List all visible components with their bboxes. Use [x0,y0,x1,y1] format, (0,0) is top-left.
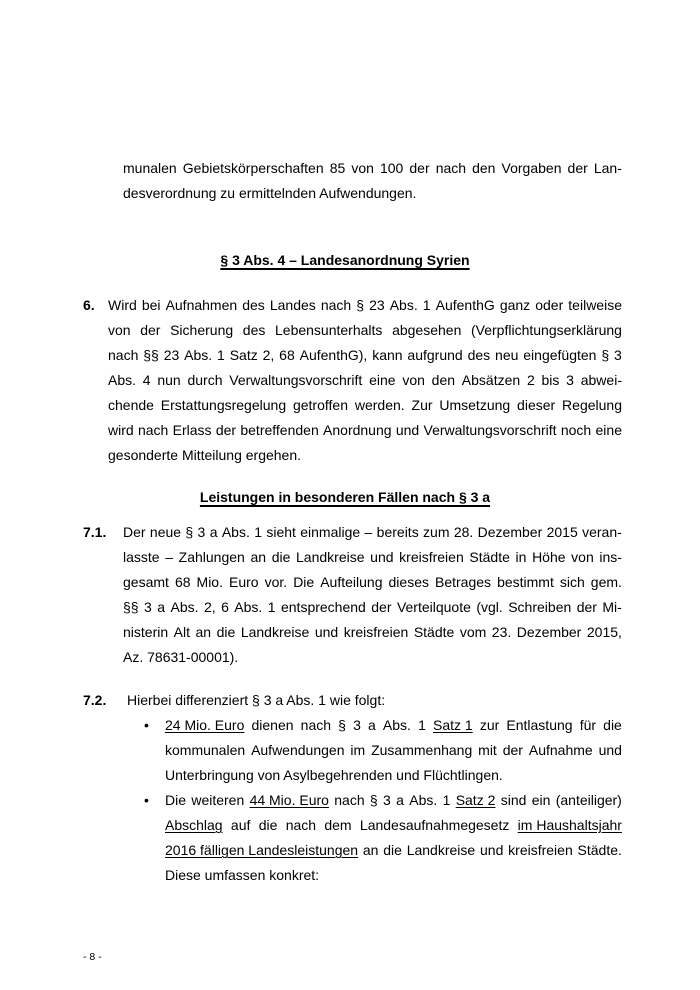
word: 2015 [546,524,578,540]
word: auf [230,817,251,833]
word: sind [500,792,527,808]
word: zum [423,524,450,540]
word: Abs. [221,524,250,540]
text-line [165,713,622,738]
word: dieser [517,397,556,413]
word: nun [157,372,181,388]
word: an [195,624,212,640]
word: 4 [142,372,151,388]
word: a [157,599,166,615]
word: nach [435,160,467,176]
paragraph-7-1-number: 7.1. [83,524,107,540]
word: (anteiliger) [555,792,622,808]
word: entsprechend [280,599,366,615]
word: Abs. [108,372,137,388]
word: Gebietskörperschaften [182,160,324,176]
word: und [370,549,394,565]
word: der [409,160,430,176]
word: Anordnung [323,422,392,438]
word: von [108,322,131,338]
word: Dezember [516,624,582,640]
word: § [338,717,346,733]
word: 23. [491,624,512,640]
word: §§ [123,599,139,615]
word: 23 [163,347,180,363]
word: 28. [453,524,474,540]
word: sich [559,574,585,590]
word: 68 [174,574,191,590]
text-line [123,620,622,645]
word: eine [369,372,396,388]
word: 2015, [586,624,622,640]
text-line [108,293,622,318]
word: 3 [197,524,206,540]
word: AufenthG [435,297,495,313]
word: gesamt [123,574,169,590]
word: – [364,524,373,540]
word: (Verpflichtungserklärung [471,322,622,338]
word: Schreiben [508,599,572,615]
word: gem. [590,574,622,590]
word: 3 [144,599,152,615]
word: die [271,549,291,565]
word: a [396,792,404,808]
word: und [480,842,504,858]
word: 1 [422,297,431,313]
word: Zahlungen [178,549,245,565]
text-segment: Unterbringung von Asylbegehrenden und Flüchtlingen. [165,767,503,783]
underlined-text: 24 Mio. Euro [165,717,245,733]
text-line [108,318,622,343]
bullet-2-body [165,788,622,888]
word: der [371,599,392,615]
underlined-text: Satz 2 [455,792,496,808]
paragraph-7-1-body [123,520,622,670]
text-segment: desverordnung zu ermittelnden Aufwendungen. [123,185,417,201]
word: 2 [526,372,535,388]
word: Mi- [602,599,622,615]
word: Alt [173,624,190,640]
word: Entlastung [506,717,573,733]
word: 2, [262,347,275,363]
word: § [356,297,365,313]
word: nach [285,817,317,833]
word: Landkreise [406,842,476,858]
word: a [209,524,218,540]
word: Landkreise [240,624,310,640]
word: 3 [614,347,622,363]
word: Verteilquote [396,599,471,615]
underlined-text: 44 Mio. Euro [249,792,329,808]
word: 1 [217,347,225,363]
bullet-icon: • [144,717,149,733]
word: neu [495,347,519,363]
word: 1 [254,524,262,540]
word: Abs. [382,717,411,733]
underlined-text: im Haushaltsjahr [517,817,622,833]
word: in [515,549,527,565]
word: Euro [229,574,259,590]
word: Abs. [234,599,263,615]
page-number: - 8 - [83,951,102,963]
word: sieht [266,524,296,540]
word: 23 [369,297,385,313]
word: 1 [442,792,451,808]
word: Lan- [593,160,622,176]
word: ein [531,792,551,808]
word: der [502,742,523,758]
word: Sicherung [170,322,234,338]
word: 68 [279,347,295,363]
word: an [250,549,267,565]
word: wird [108,422,134,438]
bullet-icon: • [144,792,149,808]
word: lasste [123,549,160,565]
word: Regelung [562,397,622,413]
word: und [598,742,622,758]
word: Die [293,574,315,590]
word: und [395,422,420,438]
word: Höhe [532,549,566,565]
word: § [369,792,378,808]
bullet-1-body [165,713,622,788]
word: Städte [413,624,455,640]
word: nach [108,347,139,363]
underlined-text: Satz 1 [432,717,473,733]
word: eine [595,422,622,438]
word: Dezember [477,524,543,540]
text-line [123,156,622,181]
word: Abs. [184,347,213,363]
word: dienen [251,717,294,733]
text-line [123,595,622,620]
word: 1 [267,599,276,615]
text-line [165,763,622,788]
word: des [242,297,265,313]
word: Landesaufnahmegesetz [359,817,510,833]
word: vor. [264,574,288,590]
underlined-text: 2016 fälligen Landesleistungen [165,842,359,858]
word: von [402,372,425,388]
word: Aufwendungen [251,742,345,758]
word: Abs. [389,297,418,313]
heading-leistungen-3a: Leistungen in besonderen Fällen nach § 3 a [199,489,491,505]
word: Zur [411,397,433,413]
word: (vgl. [476,599,503,615]
word: die [603,717,622,733]
word: bestimmt [497,574,554,590]
text-line [123,545,622,570]
underlined-text: Abschlag [165,817,223,833]
word: Absätzen [461,372,521,388]
text-segment: gesonderte Mitteilung ergehen. [108,447,302,463]
word: von [351,160,374,176]
word: – [165,549,174,565]
word: die [383,842,402,858]
word: AufenthG), [299,347,368,363]
heading-landesanordnung-syrien: § 3 Abs. 4 – Landesanordnung Syrien [220,252,470,268]
paragraph-continuation [123,156,622,206]
word: Verwaltungsvorschrift [229,372,363,388]
word: der [140,322,161,338]
paragraph-7-2-number: 7.2. [83,692,107,708]
word: einmalige [300,524,361,540]
text-segment: Diese umfassen konkret: [165,867,320,883]
word: kreisfreien [399,549,464,565]
word: nach [334,792,365,808]
word: vom [459,624,487,640]
word: ganz [499,297,531,313]
text-line [165,738,622,763]
word: bis [541,372,560,388]
word: Aufnahme [528,742,593,758]
word: Landes [269,297,316,313]
word: 3 [566,372,574,388]
word: Erlass [172,422,212,438]
word: Abs. [170,599,199,615]
word: dem [324,817,352,833]
word: Verwaltungsvorschrift [423,422,557,438]
word: chende [108,397,154,413]
word: die [258,817,278,833]
paragraph-6-number: 6. [83,297,95,313]
word: und [314,624,339,640]
word: 3 [353,717,361,733]
word: Satz [229,347,258,363]
word: oder [535,297,564,313]
word: munalen [123,160,177,176]
word: den [472,160,496,176]
word: Landkreise [296,549,365,565]
word: Zusammenhang [371,742,473,758]
word: für [579,717,597,733]
word: mit [478,742,497,758]
word: 6 [221,599,229,615]
word: Der [123,524,146,540]
word: der [576,599,597,615]
word: von [571,549,594,565]
word: bei [141,297,161,313]
word: nach [320,297,352,313]
word: der [567,160,588,176]
word: betreffenden [240,422,319,438]
word: Betrages [435,574,492,590]
word: 85 [329,160,346,176]
text-line [165,788,622,813]
word: neue [149,524,182,540]
word: a [368,717,376,733]
word: noch [560,422,592,438]
text-line [108,343,622,368]
word: Abs. [409,792,438,808]
text-line [127,688,622,713]
word: nisterin [123,624,169,640]
word: den [431,372,456,388]
word: Wird [108,297,137,313]
word: zur [479,717,500,733]
word: 1 [418,717,426,733]
word: ins- [599,549,622,565]
word: nach [300,717,332,733]
word: Vorgaben [501,160,562,176]
word: Aufnahmen [165,297,238,313]
word: aufgrund [407,347,463,363]
word: die [216,624,236,640]
word: veran- [582,524,622,540]
word: getroffen [292,397,348,413]
text-line [165,838,622,863]
word: 100 [379,160,404,176]
paragraph-7-2-intro [127,688,622,713]
paragraph-6-body [108,293,622,468]
word: an [362,842,379,858]
word: 3 [383,792,391,808]
word: Städte. [577,842,622,858]
word: Die [165,792,187,808]
word: eingefügten [523,347,597,363]
text-line [123,570,622,595]
word: weiteren [191,792,245,808]
text-line [108,368,622,393]
text-line [123,181,622,206]
text-segment: Az. 78631-00001). [123,649,239,665]
word: werden. [354,397,405,413]
word: des [467,347,491,363]
word: § [601,347,610,363]
word: Umsetzung [439,397,511,413]
word: dieses [388,574,429,590]
text-segment: Hierbei differenziert § 3 a Abs. 1 wie folgt: [127,692,386,708]
text-line [123,645,622,670]
word: abwei- [580,372,622,388]
word: kommunalen [165,742,246,758]
word: kann [372,347,403,363]
word: der [215,422,237,438]
word: kreisfreien [508,842,573,858]
word: § [185,524,194,540]
word: des [242,322,266,338]
text-line [108,443,622,468]
text-line [108,418,622,443]
word: §§ [143,347,159,363]
text-line [165,813,622,838]
text-line [165,863,622,888]
text-line [108,393,622,418]
word: abgesehen [392,322,462,338]
word: bereits [376,524,419,540]
word: Aufteilung [320,574,383,590]
word: nach [137,422,169,438]
word: Lebensunterhalts [275,322,383,338]
text-line [123,520,622,545]
word: 2, [203,599,216,615]
word: Erstattungsregelung [160,397,287,413]
word: durch [187,372,223,388]
word: kreisfreien [343,624,409,640]
word: teilweise [568,297,622,313]
word: Mio. [196,574,223,590]
word: Städte [469,549,510,565]
word: im [350,742,366,758]
